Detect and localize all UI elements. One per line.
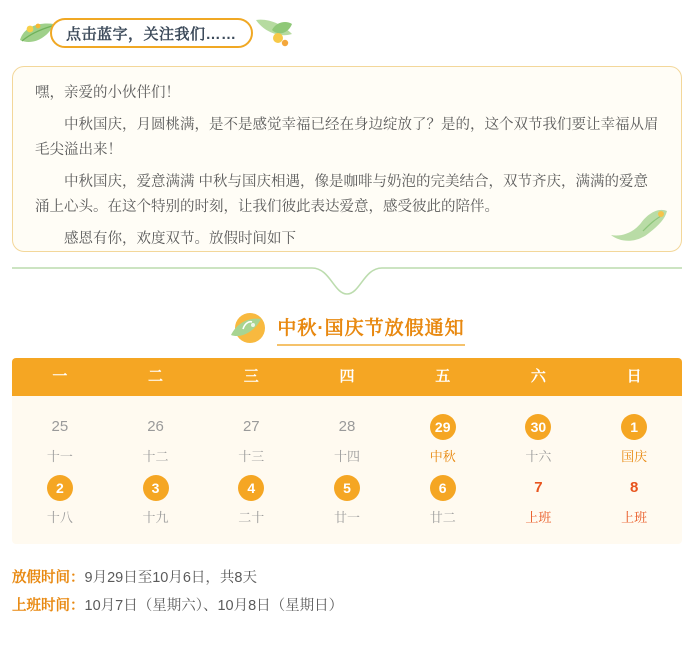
day-number: 3 xyxy=(143,475,169,501)
day-sublabel: 上班 xyxy=(525,510,552,525)
day-number: 27 xyxy=(242,418,260,435)
weekday-sun: 日 xyxy=(626,368,642,385)
calendar-cell xyxy=(12,408,108,469)
calendar-cell xyxy=(395,408,491,469)
day-sublabel: 上班 xyxy=(621,510,648,525)
calendar-cell xyxy=(299,469,395,530)
day-number: 6 xyxy=(430,475,456,501)
day-sublabel: 二十 xyxy=(238,510,265,525)
calendar-cell xyxy=(108,469,204,530)
calendar-cell xyxy=(12,469,108,530)
message-paragraph-4: 感恩有你，欢度双节。放假时间如下 xyxy=(64,231,296,247)
follow-us-label: 点击蓝字，关注我们…… xyxy=(66,25,237,43)
day-sublabel: 十九 xyxy=(142,510,169,525)
calendar-cell xyxy=(108,408,204,469)
day-sublabel: 廿二 xyxy=(429,510,456,525)
message-card xyxy=(12,66,682,252)
calendar-cell xyxy=(491,408,587,469)
moon-rabbit-badge-icon xyxy=(229,309,269,349)
weekday-mon: 一 xyxy=(52,368,68,385)
note-workday-value: 10月7日（星期六）、10月8日（星期日） xyxy=(84,598,344,614)
follow-us-pill[interactable] xyxy=(50,18,253,48)
note-holiday-label: 放假时间： xyxy=(12,570,85,586)
section-title-label: 中秋·国庆节放假通知 xyxy=(277,313,464,346)
day-sublabel: 廿一 xyxy=(333,510,360,525)
day-number: 7 xyxy=(534,479,543,496)
day-number: 30 xyxy=(525,414,551,440)
section-divider xyxy=(12,262,682,302)
calendar-weekday-header xyxy=(12,358,682,396)
day-sublabel: 国庆 xyxy=(621,449,648,464)
calendar-body xyxy=(12,396,682,544)
calendar-cell xyxy=(491,469,587,530)
calendar-week-row xyxy=(12,408,682,469)
day-number: 28 xyxy=(338,418,356,435)
note-holiday-value: 9月29日至10月6日，共8天 xyxy=(84,570,257,586)
day-sublabel: 十三 xyxy=(238,449,265,464)
header-banner xyxy=(12,14,290,54)
calendar-cell xyxy=(395,469,491,530)
holiday-calendar xyxy=(12,358,682,544)
weekday-sat: 六 xyxy=(530,368,546,385)
weekday-thu: 四 xyxy=(339,368,355,385)
message-paragraph-1: 嘿，亲爱的小伙伴们！ xyxy=(35,85,180,101)
calendar-cell xyxy=(299,408,395,469)
day-number: 8 xyxy=(629,479,639,496)
day-number: 4 xyxy=(238,475,264,501)
calendar-cell xyxy=(203,469,299,530)
note-workday xyxy=(12,592,682,620)
day-sublabel: 十二 xyxy=(142,449,169,464)
section-title xyxy=(0,306,694,352)
day-sublabel: 十六 xyxy=(525,449,552,464)
day-number: 5 xyxy=(334,475,360,501)
day-number: 25 xyxy=(51,418,69,435)
weekday-tue: 二 xyxy=(148,368,164,385)
calendar-cell xyxy=(203,408,299,469)
day-sublabel: 十一 xyxy=(46,449,73,464)
day-number: 1 xyxy=(621,414,647,440)
calendar-week-row xyxy=(12,469,682,530)
calendar-cell xyxy=(586,408,682,469)
day-number: 2 xyxy=(47,475,73,501)
day-sublabel: 十四 xyxy=(333,449,360,464)
crane-icon xyxy=(607,205,673,247)
day-number: 29 xyxy=(430,414,456,440)
note-workday-label: 上班时间： xyxy=(12,598,85,614)
schedule-notes xyxy=(12,564,682,620)
day-sublabel: 中秋 xyxy=(429,449,456,464)
weekday-fri: 五 xyxy=(435,368,451,385)
day-sublabel: 十八 xyxy=(46,510,73,525)
message-paragraph-3: 中秋国庆，爱意满满 中秋与国庆相遇，像是咖啡与奶泡的完美结合，双节齐庆，满满的爱意涌上心头。在这个特别的时刻，让我们彼此表达爱意，感受彼此的陪伴。 xyxy=(35,174,649,215)
weekday-wed: 三 xyxy=(243,368,259,385)
message-paragraph-2: 中秋国庆，月圆桃满，是不是感觉幸福已经在身边绽放了？是的，这个双节我们要让幸福从眉毛尖溢出来！ xyxy=(35,117,659,158)
note-holiday xyxy=(12,564,682,592)
calendar-cell xyxy=(586,469,682,530)
day-number: 26 xyxy=(147,418,164,435)
flower-ornament-icon xyxy=(252,16,296,52)
